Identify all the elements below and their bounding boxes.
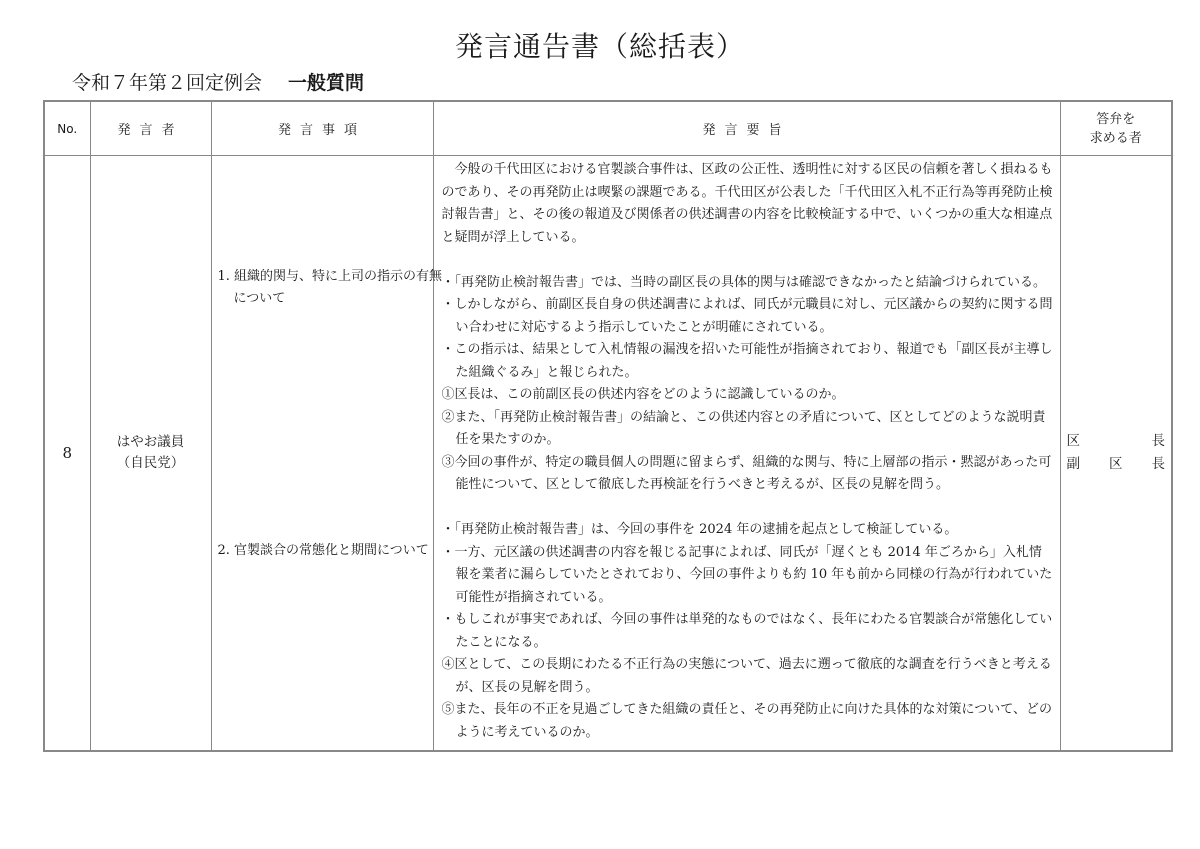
gist-bullet: ・しかしながら、前副区長自身の供述調書によれば、同氏が元職員に対し、元区議からの契約に関する問い合わせに対応するよう指示していたことが明確にされている。 bbox=[441, 297, 1053, 335]
gist-bullet: ・もしこれが事実であれば、今回の事件は単発的なものではなく、長年にわたる官製談合が常態化していたことになる。 bbox=[441, 612, 1053, 650]
gist-question: ③今回の事件が、特定の職員個人の問題に留まらず、組織的な関与、特に上層部の指示・黙認があった可能性について、区として徹底した再検証を行うべきと考えるが、区長の見解を問う。 bbox=[441, 454, 1052, 492]
header-gist: 発言要旨 bbox=[433, 101, 1060, 156]
question-category: 一般質問 bbox=[288, 72, 365, 94]
header-respondent-line2: 求める者 bbox=[1089, 130, 1142, 146]
gist-question: ④区として、この長期にわたる不正行為の実態について、過去に遡って徹底的な調査を行うべきと考えるが、区長の見解を問う。 bbox=[441, 657, 1052, 695]
respondent-char: 副 bbox=[1066, 456, 1080, 472]
header-items: 発言事項 bbox=[211, 101, 433, 156]
gist-bullet: ・「再発防止検討報告書」は、今回の事件を 2024 年の逮捕を起点として検証している。 bbox=[441, 522, 958, 537]
speech-item-2: 2. 官製談合の常態化と期間について bbox=[217, 543, 429, 558]
gist-bullet: ・この指示は、結果として入札情報の漏洩を招いた可能性が指摘されており、報道でも「副区長が主導した組織ぐるみ」と報じられた。 bbox=[441, 342, 1053, 380]
gist-question: ②また、「再発防止検討報告書」の結論と、この供述内容との矛盾について、区としてどのような説明責任を果たすのか。 bbox=[441, 409, 1046, 447]
speaker-party: （自民党） bbox=[116, 455, 185, 471]
respondent-char: 区 bbox=[1066, 433, 1080, 449]
header-row bbox=[44, 101, 1172, 156]
session-name: 令和７年第２回定例会 bbox=[72, 72, 263, 94]
header-respondent-line1: 答弁を bbox=[1096, 111, 1136, 127]
header-no: No. bbox=[44, 101, 90, 156]
speaker-cell bbox=[90, 156, 211, 752]
gist-bullet: ・一方、元区議の供述調書の内容を報じる記事によれば、同氏が「遅くとも 2014 年ごろから」入札情報を業者に漏らしていたとされており、今回の事件よりも約 10 年も前から同様の行為が行われていた可能性が指摘されている。 bbox=[441, 544, 1053, 605]
speaker-name: はやお議員 bbox=[116, 434, 185, 450]
header-respondent bbox=[1060, 101, 1172, 156]
respondent-char: 長 bbox=[1151, 456, 1165, 472]
gist-question: ⑤また、長年の不正を見過ごしてきた組織の責任と、その再発防止に向けた具体的な対策について、どのように考えているのか。 bbox=[441, 702, 1052, 740]
respondent-1 bbox=[1067, 430, 1166, 453]
session-heading bbox=[72, 71, 364, 95]
table-row bbox=[44, 156, 1172, 752]
header-speaker: 発言者 bbox=[90, 101, 211, 156]
document-title: 発言通告書（総括表） bbox=[454, 30, 745, 63]
items-cell bbox=[211, 156, 443, 752]
gist-cell bbox=[433, 156, 1060, 752]
respondent-char: 長 bbox=[1151, 433, 1165, 449]
notice-table bbox=[43, 100, 1173, 752]
speech-item-1: 1. 組織的関与、特に上司の指示の有無について bbox=[217, 269, 443, 306]
gist-question: ①区長は、この前副区長の供述内容をどのように認識しているのか。 bbox=[441, 387, 845, 402]
respondent-char: 区 bbox=[1109, 456, 1123, 472]
gist-intro: 今般の千代田区における官製談合事件は、区政の公正性、透明性に対する区民の信頼を著しく損ねるものであり、その再発防止は喫緊の課題である。千代田区が公表した「千代田区入札不正行為等再発防止検討報告書」と、その後の報道及び関係者の供述調書の内容を比較検証する中で、いくつかの重大な相違点と疑問が浮上している。 bbox=[441, 162, 1053, 245]
gist-bullet: ・「再発防止検討報告書」では、当時の副区長の具体的関与は確認できなかったと結論づけられている。 bbox=[441, 274, 1047, 290]
respondent-cell bbox=[1060, 156, 1172, 752]
row-number: 8 bbox=[44, 156, 90, 752]
respondent-2 bbox=[1067, 453, 1166, 476]
